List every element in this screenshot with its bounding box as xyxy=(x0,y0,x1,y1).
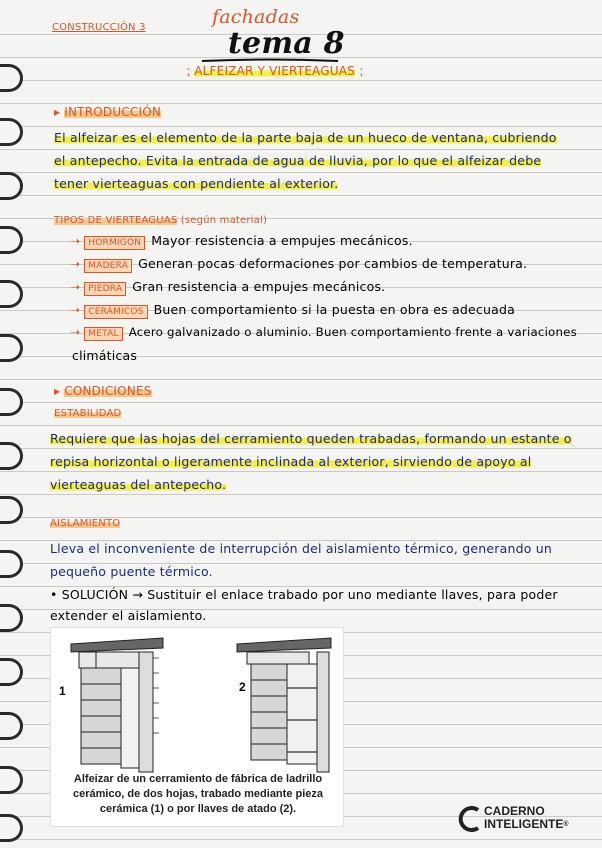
arrow-icon: ➝ xyxy=(70,280,81,294)
intro-line xyxy=(54,176,338,191)
bullet-icon: ▸ xyxy=(54,384,65,398)
brand-wordmark xyxy=(484,805,569,831)
stability-line-text: Requiere que las hojas del cerramiento queden trabadas, formando un estante o xyxy=(50,431,572,446)
spiral-ring xyxy=(0,388,23,416)
brand-line: CADERNO xyxy=(484,804,545,818)
type-item xyxy=(70,233,413,250)
brand-line xyxy=(484,818,569,831)
stability-line-text: vierteaguas del antepecho. xyxy=(50,477,227,492)
material-tag: CERÁMICOS xyxy=(84,305,147,319)
arrow-icon: ➝ xyxy=(70,325,81,339)
insulation-heading-text: AISLAMIENTO xyxy=(50,518,121,529)
types-heading xyxy=(54,215,267,226)
spiral-ring xyxy=(0,814,23,842)
subtitle xyxy=(186,64,363,78)
material-tag: PIEDRA xyxy=(84,282,126,296)
intro-line-text: El alfeizar es el elemento de la parte baja de un hueco de ventana, cubriendo xyxy=(54,130,557,145)
spiral-ring xyxy=(0,64,23,92)
topic-number: tema 8 xyxy=(228,26,345,61)
subject-label: CONSTRUCCIÓN 3 xyxy=(52,22,146,33)
insulation-heading xyxy=(50,518,120,529)
caption-line: Alfeizar de un cerramiento de fábrica de ladrillo xyxy=(73,773,323,785)
conditions-heading xyxy=(54,384,152,398)
sparkle-icon: ⁏ xyxy=(186,64,195,78)
stability-heading-text: ESTABILIDAD xyxy=(54,408,122,419)
stability-line-text: repisa horizontal o ligeramente inclinada al exterior, sirviendo de apoyo al xyxy=(50,454,532,469)
insulation-line: extender el aislamiento. xyxy=(50,608,207,623)
section-drawing xyxy=(51,628,343,773)
brand-line-text: INTELIGENTE xyxy=(484,817,564,831)
caption-line: cerámico, de dos hojas, trabado mediante pieza xyxy=(72,788,324,800)
spiral-ring xyxy=(0,550,23,578)
intro-line-text: tener vierteaguas con pendiente al exterior. xyxy=(54,176,339,191)
category-title: fachadas xyxy=(212,6,300,28)
material-description: Acero galvanizado o aluminio. Buen comportamiento frente a variaciones xyxy=(128,325,577,339)
spiral-ring xyxy=(0,766,23,794)
solution-line: • SOLUCIÓN → Sustituir el enlace trabado por uno mediante llaves, para poder xyxy=(50,587,558,602)
spiral-ring xyxy=(0,712,23,740)
stability-line xyxy=(50,454,531,469)
figure-label-1: 1 xyxy=(59,684,66,698)
intro-heading xyxy=(54,105,161,119)
types-heading-text: TIPOS DE VIERTEAGUAS xyxy=(54,215,178,226)
material-tag: METAL xyxy=(84,327,122,341)
material-description: Mayor resistencia a empujes mecánicos. xyxy=(151,233,413,248)
intro-line xyxy=(54,153,541,168)
sparkle-icon: ⁏ xyxy=(354,64,364,78)
stability-line xyxy=(50,477,226,492)
spiral-ring xyxy=(0,496,23,524)
intro-heading-text: INTRODUCCIÓN xyxy=(64,105,162,119)
figure-caption xyxy=(58,772,338,817)
types-note: (según material) xyxy=(180,215,268,226)
caption-line: cerámica (1) o por llaves de atado (2). xyxy=(99,803,297,815)
arrow-icon: ➝ xyxy=(70,234,81,248)
section-drawing-2 xyxy=(237,638,331,772)
figure-label-2: 2 xyxy=(239,680,246,694)
insulation-line: Lleva el inconveniente de interrupción del aislamiento térmico, generando un xyxy=(50,541,553,556)
conditions-heading-text: CONDICIONES xyxy=(64,384,152,398)
type-continuation: climáticas xyxy=(72,348,138,363)
spiral-ring xyxy=(0,604,23,632)
type-item xyxy=(70,279,385,296)
bullet-icon: ▸ xyxy=(54,105,65,119)
arrow-icon: ➝ xyxy=(70,257,81,271)
type-item xyxy=(70,325,577,341)
type-item xyxy=(70,256,527,273)
spiral-ring xyxy=(0,118,23,146)
spiral-ring xyxy=(0,226,23,254)
stability-line xyxy=(50,431,572,446)
brand-c-icon xyxy=(458,805,482,833)
intro-line-text: el antepecho. Evita la entrada de agua de lluvia, por lo que el alfeizar debe xyxy=(54,153,542,168)
type-item xyxy=(70,302,515,319)
material-tag: MADERA xyxy=(84,259,132,273)
intro-line xyxy=(54,130,557,145)
material-description: Gran resistencia a empujes mecánicos. xyxy=(132,279,386,294)
material-tag: HORMIGÓN xyxy=(84,236,145,250)
brand-logo xyxy=(458,803,588,835)
subtitle-text: ALFEIZAR Y VIERTEAGUAS xyxy=(194,64,355,78)
brand-registered-mark: ® xyxy=(563,821,569,828)
material-description: Buen comportamiento si la puesta en obra es adecuada xyxy=(153,302,515,317)
arrow-icon: ➝ xyxy=(70,303,81,317)
spiral-ring xyxy=(0,280,23,308)
spiral-ring xyxy=(0,172,23,200)
spiral-ring xyxy=(0,334,23,362)
spiral-ring xyxy=(0,658,23,686)
spiral-ring xyxy=(0,442,23,470)
material-description: Generan pocas deformaciones por cambios de temperatura. xyxy=(138,256,528,271)
insulation-line: pequeño puente térmico. xyxy=(50,564,213,579)
section-drawing-1 xyxy=(71,638,163,772)
stability-heading xyxy=(54,408,121,419)
